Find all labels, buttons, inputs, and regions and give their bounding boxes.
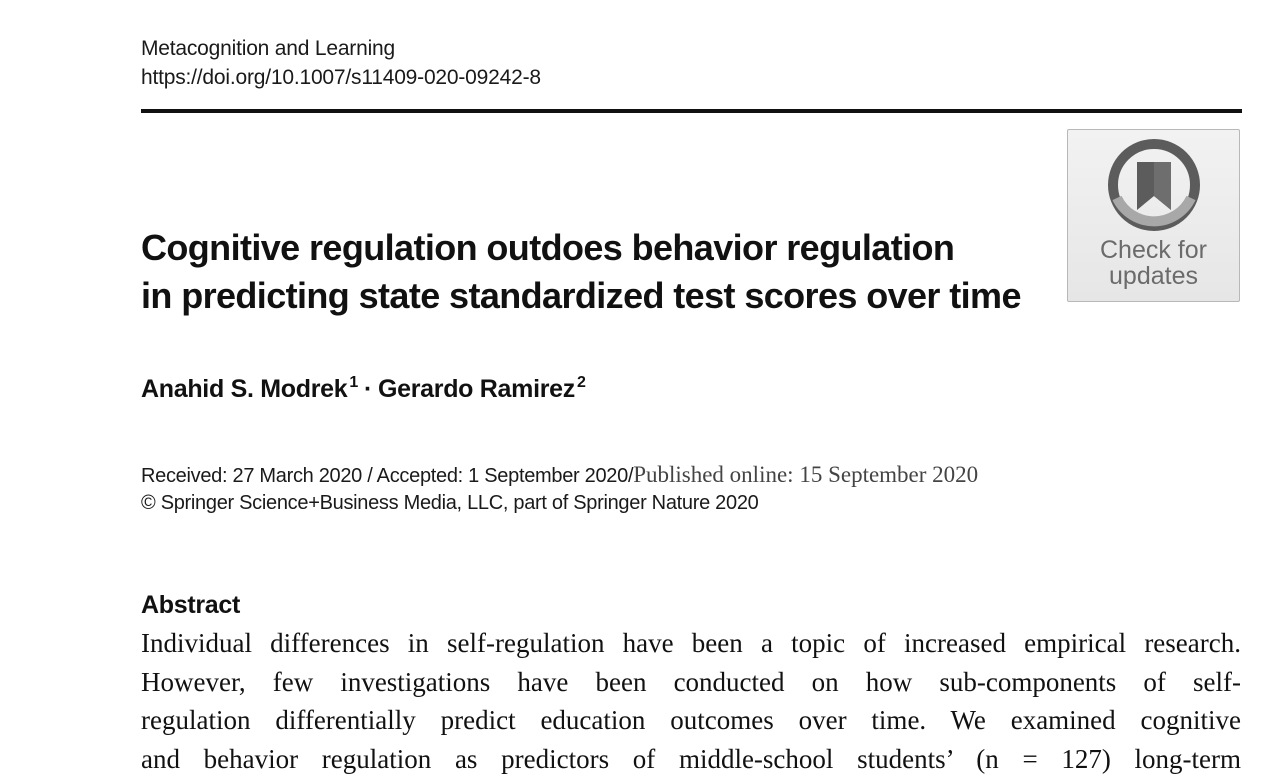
abstract-heading: Abstract [141,588,240,622]
doi-link[interactable]: https://doi.org/10.1007/s11409-020-09242-8 [141,63,541,92]
crossmark-label-line1: Check for [1068,237,1239,263]
journal-name: Metacognition and Learning [141,34,541,63]
author-separator: · [364,375,372,403]
author-name[interactable]: Gerardo Ramirez [378,375,575,403]
check-for-updates-button[interactable] [1067,129,1240,302]
title-line-1: Cognitive regulation outdoes behavior regulation [141,224,1021,272]
crossmark-label-line2: updates [1068,263,1239,289]
article-title [141,224,1021,320]
received-accepted-dates: Received: 27 March 2020 / Accepted: 1 September 2020/ [141,465,633,487]
abstract-body [141,624,1241,778]
copyright-notice: © Springer Science+Business Media, LLC, part of Springer Nature 2020 [141,489,758,518]
abstract-line: and behavior regulation as predictors of middle-school students’ (n = 127) long-term [141,740,1241,778]
author-affiliation[interactable]: 1 [349,374,358,391]
author-list [141,372,586,406]
crossmark-label [1068,237,1239,289]
author-affiliation[interactable]: 2 [577,374,586,391]
crossmark-icon [1107,138,1201,232]
abstract-line: Individual differences in self-regulation have been a topic of increased empirical research. [141,624,1241,663]
author-name[interactable]: Anahid S. Modrek [141,375,347,403]
journal-header [141,34,541,92]
abstract-line: regulation differentially predict education outcomes over time. We examined cognitive [141,701,1241,740]
abstract-line: However, few investigations have been conducted on how sub-components of self- [141,663,1241,702]
publication-dates [141,460,978,491]
title-line-2: in predicting state standardized test scores over time [141,272,1021,320]
published-online-date: Published online: 15 September 2020 [633,462,978,487]
header-rule [141,109,1242,113]
